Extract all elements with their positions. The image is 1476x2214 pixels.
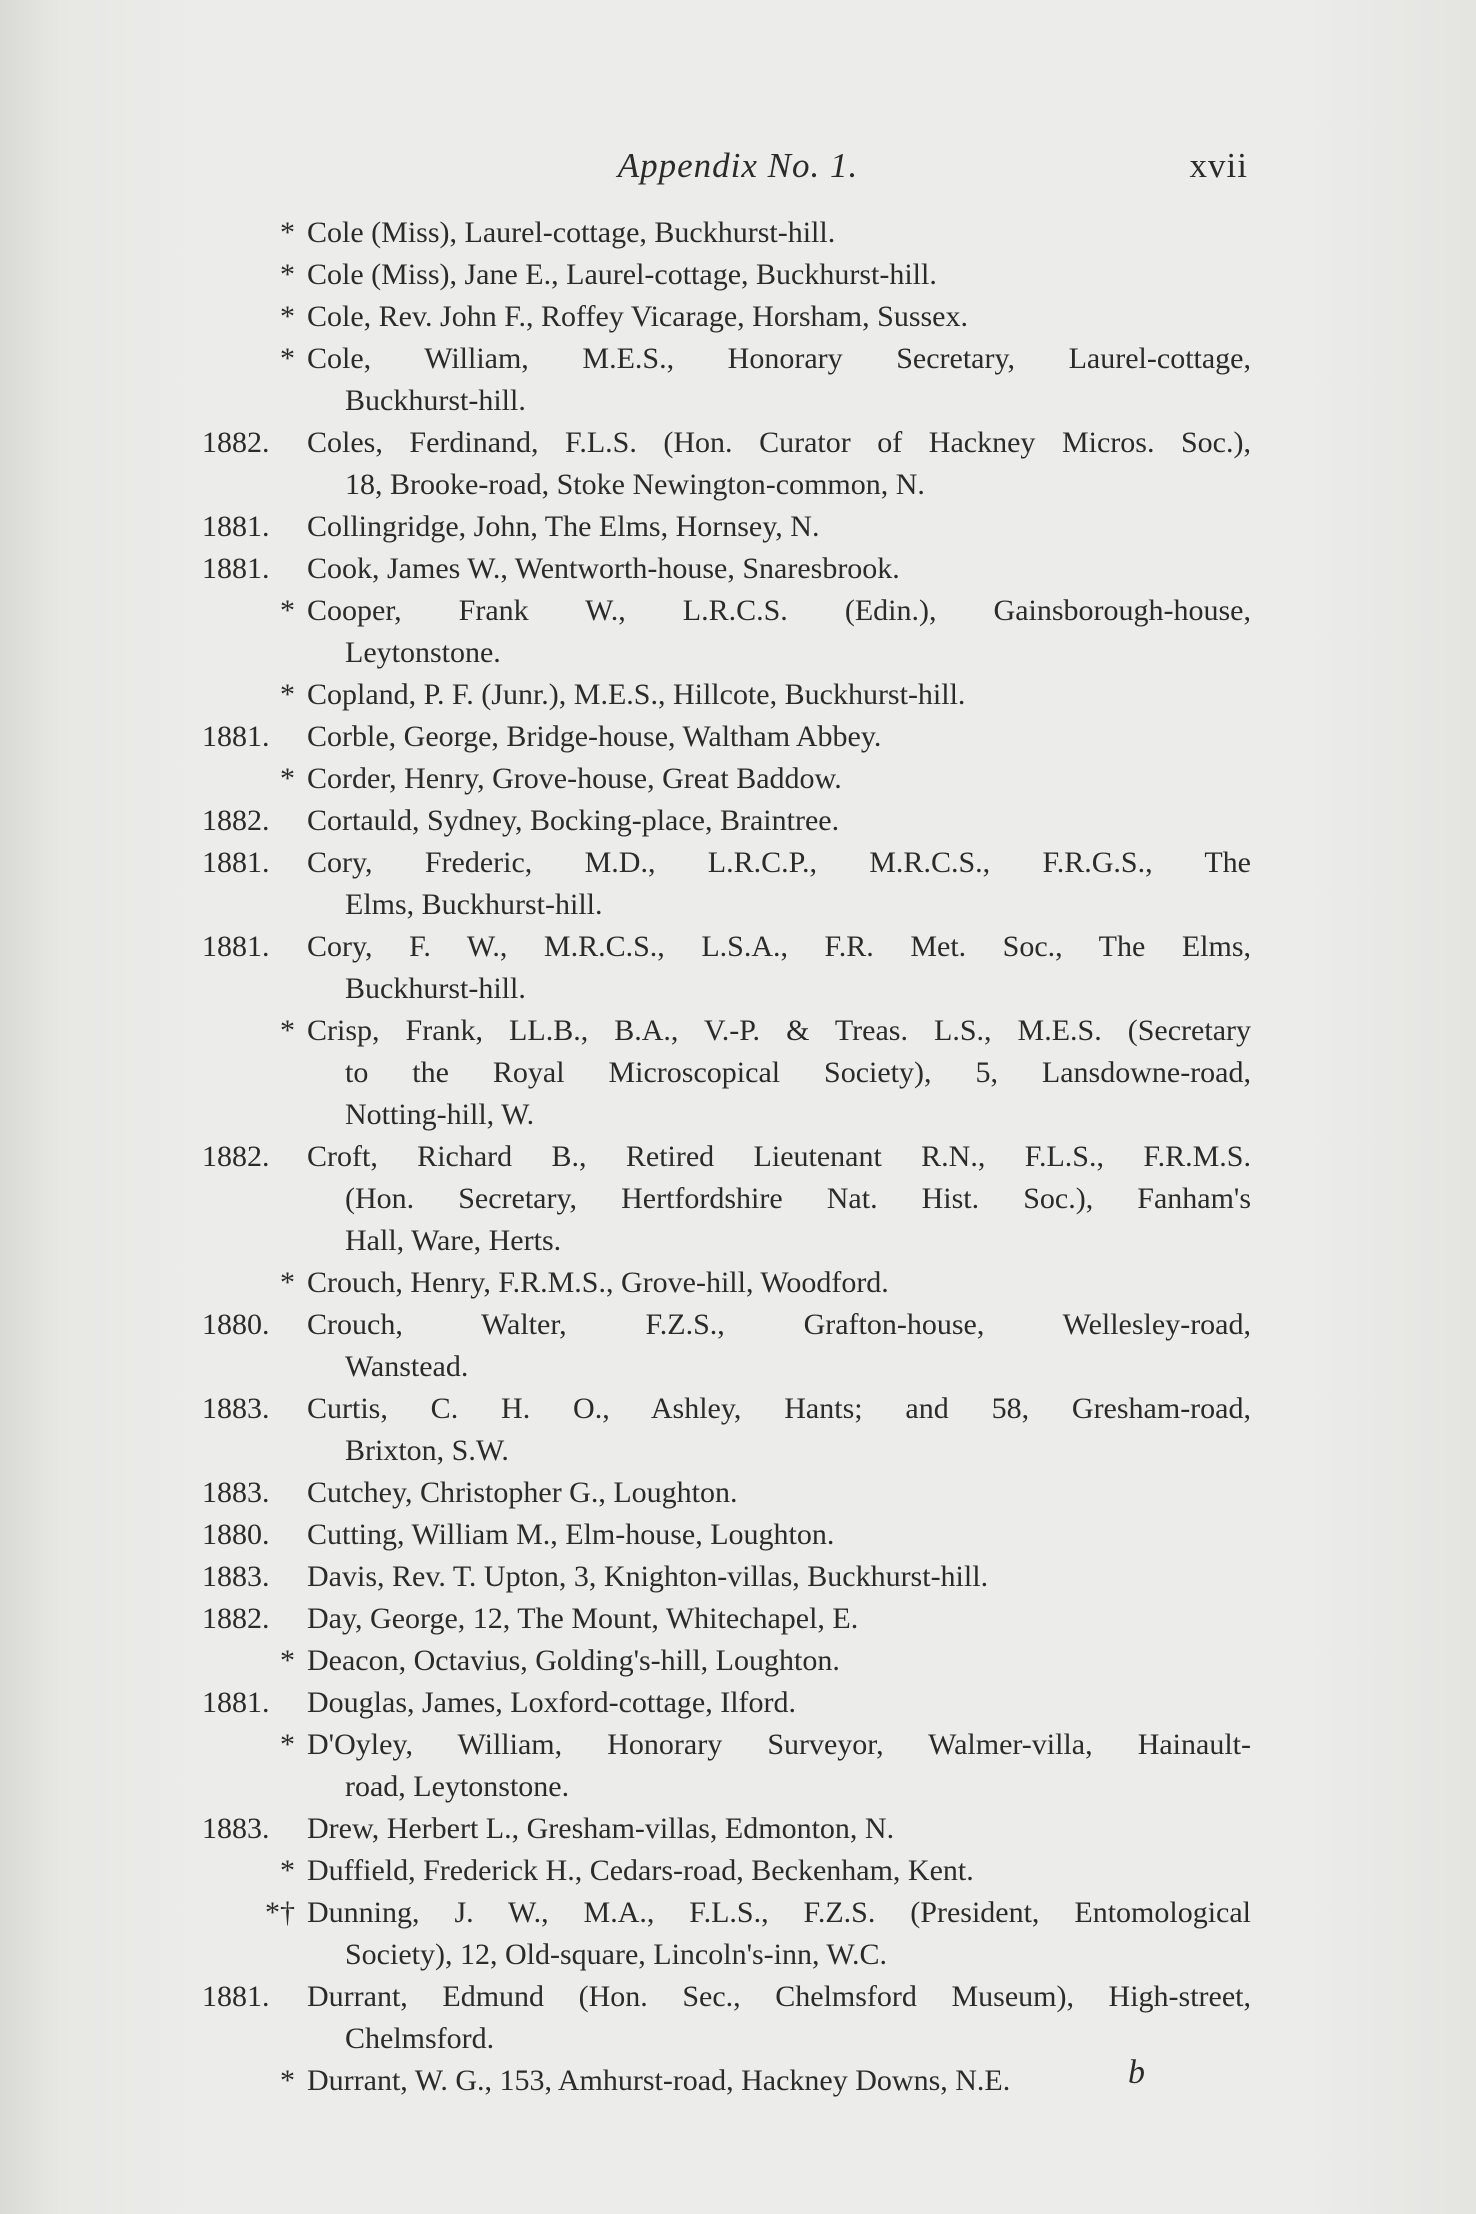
entry-line	[0, 380, 1476, 422]
entry-mark: *	[280, 762, 295, 795]
entry-line	[0, 758, 1476, 800]
list-entry	[0, 1640, 1476, 1682]
entry-line	[0, 464, 1476, 506]
entry-mark: *	[280, 678, 295, 711]
entry-mark: *	[280, 1266, 295, 1299]
entry-mark: *	[280, 216, 295, 249]
list-entry	[0, 212, 1476, 254]
entry-mark: *	[280, 1854, 295, 1887]
entry-year: 1881.	[202, 930, 270, 963]
entry-line	[0, 884, 1476, 926]
entry-line	[0, 1136, 1476, 1178]
entry-text: Durrant, Edmund (Hon. Sec., Chelmsford Museum), High-street,	[307, 1980, 1251, 2013]
entry-text: Deacon, Octavius, Golding's-hill, Loughton.	[307, 1644, 840, 1677]
entry-text: Cook, James W., Wentworth-house, Snaresbrook.	[307, 552, 900, 585]
entry-text: road, Leytonstone.	[345, 1770, 570, 1803]
list-entry	[0, 1850, 1476, 1892]
entry-year: 1881.	[202, 552, 270, 585]
entry-text: (Hon. Secretary, Hertfordshire Nat. Hist. Soc.), Fanham's	[345, 1182, 1251, 1215]
entry-text: Cory, F. W., M.R.C.S., L.S.A., F.R. Met. Soc., The Elms,	[307, 930, 1251, 963]
entry-year: 1881.	[202, 1686, 270, 1719]
entry-text: Cutchey, Christopher G., Loughton.	[307, 1476, 738, 1509]
list-entry	[0, 338, 1476, 422]
entry-year: 1883.	[202, 1476, 270, 1509]
entry-year: 1881.	[202, 720, 270, 753]
entry-line	[0, 212, 1476, 254]
entry-text: Elms, Buckhurst-hill.	[345, 888, 603, 921]
entry-year: 1882.	[202, 804, 270, 837]
entry-text: Day, George, 12, The Mount, Whitechapel, E.	[307, 1602, 859, 1635]
entry-text: Curtis, C. H. O., Ashley, Hants; and 58, Gresham-road,	[307, 1392, 1251, 1425]
entry-text: Cooper, Frank W., L.R.C.S. (Edin.), Gainsborough-house,	[307, 594, 1251, 627]
entry-text: Davis, Rev. T. Upton, 3, Knighton-villas, Buckhurst-hill.	[307, 1560, 989, 1593]
entry-text: Cole, William, M.E.S., Honorary Secretary, Laurel-cottage,	[307, 342, 1251, 375]
entry-year: 1882.	[202, 426, 270, 459]
entry-line	[0, 590, 1476, 632]
entry-text: to the Royal Microscopical Society), 5, Lansdowne-road,	[345, 1056, 1251, 1089]
list-entry	[0, 506, 1476, 548]
list-entry	[0, 1976, 1476, 2060]
entry-text: Buckhurst-hill.	[345, 972, 526, 1005]
list-entry	[0, 758, 1476, 800]
entry-mark: *	[280, 2064, 295, 2097]
entry-line	[0, 1346, 1476, 1388]
entry-line	[0, 1766, 1476, 1808]
entry-text: Hall, Ware, Herts.	[345, 1224, 562, 1257]
entry-mark: *	[280, 1728, 295, 1761]
entry-year: 1881.	[202, 846, 270, 879]
entry-year: 1882.	[202, 1602, 270, 1635]
entry-line	[0, 1892, 1476, 1934]
entry-text: Duffield, Frederick H., Cedars-road, Beckenham, Kent.	[307, 1854, 974, 1887]
entry-text: Copland, P. F. (Junr.), M.E.S., Hillcote, Buckhurst-hill.	[307, 678, 966, 711]
entry-year: 1883.	[202, 1392, 270, 1425]
entry-mark: *	[280, 342, 295, 375]
list-entry	[0, 548, 1476, 590]
entry-line	[0, 1220, 1476, 1262]
list-entry	[0, 1892, 1476, 1976]
entry-line	[0, 1514, 1476, 1556]
entry-text: Crisp, Frank, LL.B., B.A., V.-P. & Treas. L.S., M.E.S. (Secretary	[307, 1014, 1251, 1047]
entry-line	[0, 296, 1476, 338]
entry-line	[0, 2018, 1476, 2060]
list-entry	[0, 1262, 1476, 1304]
list-entry	[0, 296, 1476, 338]
list-entry	[0, 1514, 1476, 1556]
list-entry	[0, 1682, 1476, 1724]
list-entry	[0, 254, 1476, 296]
entry-text: 18, Brooke-road, Stoke Newington-common, N.	[345, 468, 925, 501]
entry-year: 1882.	[202, 1140, 270, 1173]
list-entry	[0, 2060, 1476, 2102]
entry-mark: *†	[265, 1896, 295, 1929]
entry-text: Croft, Richard B., Retired Lieutenant R.N., F.L.S., F.R.M.S.	[307, 1140, 1251, 1173]
entry-line	[0, 1472, 1476, 1514]
page-header	[0, 146, 1476, 196]
entry-line	[0, 1724, 1476, 1766]
list-entry	[0, 422, 1476, 506]
entry-line	[0, 1640, 1476, 1682]
list-entry	[0, 842, 1476, 926]
entry-line	[0, 1598, 1476, 1640]
entry-line	[0, 1934, 1476, 1976]
entry-text: Cole (Miss), Jane E., Laurel-cottage, Buckhurst-hill.	[307, 258, 937, 291]
entry-line	[0, 926, 1476, 968]
entry-text: Douglas, James, Loxford-cottage, Ilford.	[307, 1686, 797, 1719]
entry-mark: *	[280, 1644, 295, 1677]
entry-line	[0, 506, 1476, 548]
list-entry	[0, 1472, 1476, 1514]
entry-line	[0, 632, 1476, 674]
entry-line	[0, 1682, 1476, 1724]
entry-line	[0, 1388, 1476, 1430]
list-entry	[0, 1808, 1476, 1850]
entry-text: Notting-hill, W.	[345, 1098, 535, 1131]
list-entry	[0, 1598, 1476, 1640]
entry-line	[0, 422, 1476, 464]
entry-text: Cole (Miss), Laurel-cottage, Buckhurst-hill.	[307, 216, 836, 249]
signature-mark: b	[1128, 2054, 1145, 2091]
list-entry	[0, 1556, 1476, 1598]
entry-line	[0, 968, 1476, 1010]
entry-text: Coles, Ferdinand, F.L.S. (Hon. Curator of Hackney Micros. Soc.),	[307, 426, 1251, 459]
entry-text: Crouch, Walter, F.Z.S., Grafton-house, Wellesley-road,	[307, 1308, 1251, 1341]
entry-text: D'Oyley, William, Honorary Surveyor, Walmer-villa, Hainault-	[307, 1728, 1251, 1761]
entry-line	[0, 2060, 1476, 2102]
entry-text: Drew, Herbert L., Gresham-villas, Edmonton, N.	[307, 1812, 895, 1845]
entry-line	[0, 1262, 1476, 1304]
entry-line	[0, 1556, 1476, 1598]
list-entry	[0, 1304, 1476, 1388]
entry-line	[0, 716, 1476, 758]
list-entry	[0, 926, 1476, 1010]
list-entry	[0, 590, 1476, 674]
list-entry	[0, 674, 1476, 716]
entry-year: 1880.	[202, 1518, 270, 1551]
entry-text: Cortauld, Sydney, Bocking-place, Braintree.	[307, 804, 840, 837]
list-entry	[0, 1136, 1476, 1262]
entry-line	[0, 1430, 1476, 1472]
entry-text: Brixton, S.W.	[345, 1434, 509, 1467]
entry-line	[0, 800, 1476, 842]
entry-line	[0, 1094, 1476, 1136]
entry-line	[0, 254, 1476, 296]
list-entry	[0, 716, 1476, 758]
entry-year: 1883.	[202, 1560, 270, 1593]
entry-year: 1881.	[202, 1980, 270, 2013]
entry-text: Chelmsford.	[345, 2022, 495, 2055]
list-entry	[0, 1388, 1476, 1472]
entry-mark: *	[280, 258, 295, 291]
list-entry	[0, 1724, 1476, 1808]
entry-text: Leytonstone.	[345, 636, 501, 669]
entry-text: Collingridge, John, The Elms, Hornsey, N.	[307, 510, 820, 543]
entry-text: Dunning, J. W., M.A., F.L.S., F.Z.S. (President, Entomological	[307, 1896, 1251, 1929]
entry-line	[0, 338, 1476, 380]
entry-text: Cutting, William M., Elm-house, Loughton.	[307, 1518, 835, 1551]
entry-year: 1881.	[202, 510, 270, 543]
entry-mark: *	[280, 594, 295, 627]
entry-mark: *	[280, 300, 295, 333]
entry-line	[0, 842, 1476, 884]
entry-line	[0, 1976, 1476, 2018]
entry-text: Cory, Frederic, M.D., L.R.C.P., M.R.C.S., F.R.G.S., The	[307, 846, 1251, 879]
member-list	[0, 212, 1476, 2102]
entry-mark: *	[280, 1014, 295, 1047]
entry-line	[0, 1052, 1476, 1094]
entry-line	[0, 548, 1476, 590]
entry-text: Society), 12, Old-square, Lincoln's-inn, W.C.	[345, 1938, 888, 1971]
page-title: Appendix No. 1.	[617, 146, 859, 185]
page-number: xvii	[1189, 146, 1248, 185]
entry-text: Corble, George, Bridge-house, Waltham Abbey.	[307, 720, 882, 753]
entry-line	[0, 1010, 1476, 1052]
entry-text: Cole, Rev. John F., Roffey Vicarage, Horsham, Sussex.	[307, 300, 968, 333]
entry-text: Corder, Henry, Grove-house, Great Baddow.	[307, 762, 842, 795]
entry-line	[0, 1304, 1476, 1346]
entry-text: Wanstead.	[345, 1350, 469, 1383]
entry-year: 1883.	[202, 1812, 270, 1845]
entry-year: 1880.	[202, 1308, 270, 1341]
entry-text: Crouch, Henry, F.R.M.S., Grove-hill, Woodford.	[307, 1266, 889, 1299]
entry-line	[0, 674, 1476, 716]
entry-text: Durrant, W. G., 153, Amhurst-road, Hackney Downs, N.E.	[307, 2064, 1011, 2097]
list-entry	[0, 1010, 1476, 1136]
entry-line	[0, 1808, 1476, 1850]
entry-text: Buckhurst-hill.	[345, 384, 526, 417]
entry-line	[0, 1850, 1476, 1892]
list-entry	[0, 800, 1476, 842]
entry-line	[0, 1178, 1476, 1220]
